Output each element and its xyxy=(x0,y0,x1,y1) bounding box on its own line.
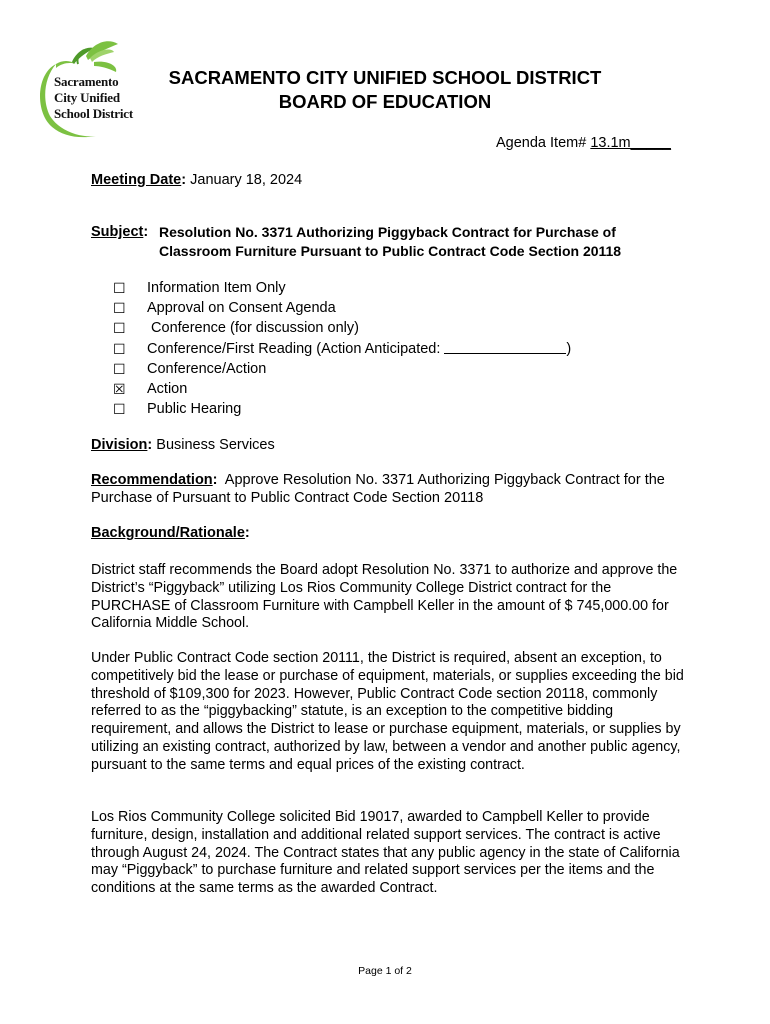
checkbox-icon[interactable]: ☐ xyxy=(113,300,126,317)
agenda-item-label: Agenda Item# xyxy=(496,135,591,151)
subject-text xyxy=(159,223,679,261)
option-label: Public Hearing xyxy=(147,401,242,418)
checked-checkbox-icon[interactable]: ☒ xyxy=(113,380,126,397)
recommendation-label: Recommendation xyxy=(91,472,213,488)
district-name: SACRAMENTO CITY UNIFIED SCHOOL DISTRICT xyxy=(168,67,602,88)
item-type-checklist xyxy=(113,278,572,419)
option-label: Conference (for discussion only) xyxy=(147,320,359,337)
subject-row xyxy=(91,223,622,259)
meeting-date-row xyxy=(91,171,302,189)
checkbox-icon[interactable]: ☐ xyxy=(113,320,126,337)
background-paragraph-2: Under Public Contract Code section 20111, the District is required, absent an exception, to competitively bid the lease or purchase of equipment, materials, or supplies exceeding the bid threshold of $109,300 for 2023. However, Public Contract Code section 20118, commonly referred to as the “piggybacking” statute, is an exception to the competitive bidding requirement, and allows the District to lease or purchase equipment, materials, or supplies by utilizing an existing contract, authorized by law, between a vendor and another public agency, pursuant to the same terms and equal prices of the existing contract. xyxy=(91,650,684,773)
option-conference-action xyxy=(113,359,267,379)
division-label: Division xyxy=(91,437,148,453)
checkbox-icon[interactable]: ☐ xyxy=(113,280,126,296)
meeting-date-colon: : xyxy=(181,172,187,188)
option-information-item xyxy=(113,278,286,298)
subject-line-2: Classroom Furniture Pursuant to Public Contract Code Section 20118 xyxy=(159,243,622,259)
option-label: Conference/Action xyxy=(147,360,267,377)
division-row xyxy=(91,436,275,454)
option-label: Action xyxy=(147,380,188,397)
subject-label: Subject xyxy=(91,224,144,240)
recommendation-value: Approve Resolution No. 3371 Authorizing Piggyback Contract for the Purchase of Pursuant to Public Contract Code Section 20118 xyxy=(91,472,665,506)
option-label: Information Item Only xyxy=(147,280,286,296)
option-public-hearing xyxy=(113,399,242,419)
checkbox-icon[interactable]: ☐ xyxy=(113,340,126,357)
division-colon: : xyxy=(147,437,153,453)
option-label-group xyxy=(147,339,571,359)
meeting-date-label: Meeting Date xyxy=(91,172,182,188)
background-colon: : xyxy=(244,525,250,541)
option-consent-agenda xyxy=(113,298,336,318)
checkbox-icon[interactable]: ☐ xyxy=(113,360,126,377)
background-heading-row xyxy=(91,524,250,542)
logo-line-3: School District xyxy=(54,106,133,121)
option-label: Approval on Consent Agenda xyxy=(147,300,336,317)
logo-line-1: Sacramento xyxy=(54,74,119,89)
background-paragraph-1: District staff recommends the Board adopt Resolution No. 3371 to authorize and approve the District’s “Piggyback” utilizing Los Rios Community College District contract for the PURCHASE of Classroom Furniture with Campbell Keller in the amount of $ 745,000.00 for California Middle School. xyxy=(91,562,678,632)
option-action xyxy=(113,379,188,399)
recommendation-row xyxy=(91,471,681,507)
action-anticipated-blank[interactable] xyxy=(444,339,566,354)
checkbox-icon[interactable]: ☐ xyxy=(113,401,126,418)
agenda-item-number: 13.1m_____ xyxy=(590,135,671,151)
agenda-item xyxy=(496,135,671,151)
option-label: Conference/First Reading (Action Anticipated: xyxy=(147,340,445,357)
board-name: BOARD OF EDUCATION xyxy=(278,91,492,112)
document-header xyxy=(120,66,650,114)
background-paragraph-3: Los Rios Community College solicited Bid 19017, awarded to Campbell Keller to provide furniture, design, installation and additional related support services. The contract is active through August 24, 2024. The Contract states that any public agency in the state of California may “Piggyback” to purchase furniture and related support services per the items and the conditions at the same terms as the awarded Contract. xyxy=(91,809,680,897)
recommendation-colon: : xyxy=(212,472,218,488)
subject-colon: : xyxy=(143,224,149,240)
background-label: Background/Rationale xyxy=(91,525,245,541)
division-value: Business Services xyxy=(156,437,275,453)
logo-line-2: City Unified xyxy=(54,90,120,105)
option-first-reading xyxy=(113,339,572,359)
option-label-suffix: ) xyxy=(566,340,572,357)
subject-line-1: Resolution No. 3371 Authorizing Piggyback Contract for Purchase of xyxy=(159,224,616,240)
option-conference xyxy=(113,318,359,338)
meeting-date-value: January 18, 2024 xyxy=(190,172,303,188)
page-number: Page 1 of 2 xyxy=(358,965,412,977)
